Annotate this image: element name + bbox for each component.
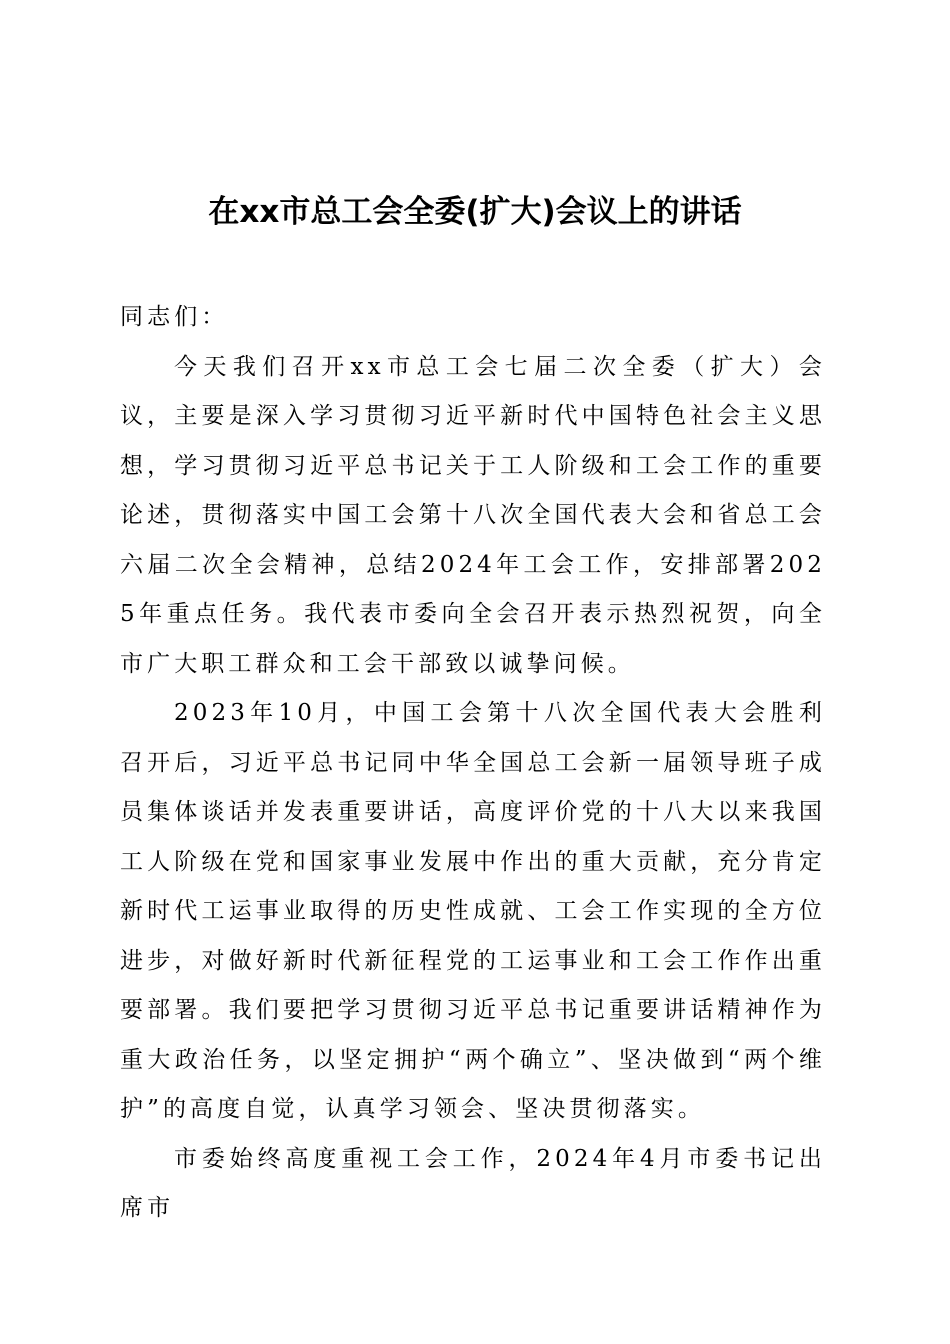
document-title: 在xx市总工会全委(扩大)会议上的讲话 (208, 194, 742, 230)
salutation: 同志们： (120, 304, 229, 330)
document-body (120, 293, 826, 1234)
paragraph-1: 今天我们召开xx市总工会七届二次全委（扩大）会议，主要是深入学习贯彻习近平新时代中国特色社会主义思想，学习贯彻习近平总书记关于工人阶级和工会工作的重要论述，贯彻落实中国工会第十八次全国代表大会和省总工会六届二次全会精神，总结2024年工会工作，安排部署2025年重点任务。我代表市委向全会召开表示热烈祝贺，向全市广大职工群众和工会干部致以诚挚问候。 (120, 353, 826, 677)
paragraph-3: 市委始终高度重视工会工作，2024年4月市委书记出席市 (120, 1145, 826, 1221)
paragraph-2: 2023年10月，中国工会第十八次全国代表大会胜利召开后，习近平总书记同中华全国总工会新一届领导班子成员集体谈话并发表重要讲话，高度评价党的十八大以来我国工人阶级在党和国家事业发展中作出的重大贡献，充分肯定新时代工运事业取得的历史性成就、工会工作实现的全方位进步，对做好新时代新征程党的工运事业和工会工作作出重要部署。我们要把学习贯彻习近平总书记重要讲话精神作为重大政治任务，以坚定拥护“两个确立”、坚决做到“两个维护”的高度自觉，认真学习领会、坚决贯彻落实。 (120, 700, 826, 1122)
